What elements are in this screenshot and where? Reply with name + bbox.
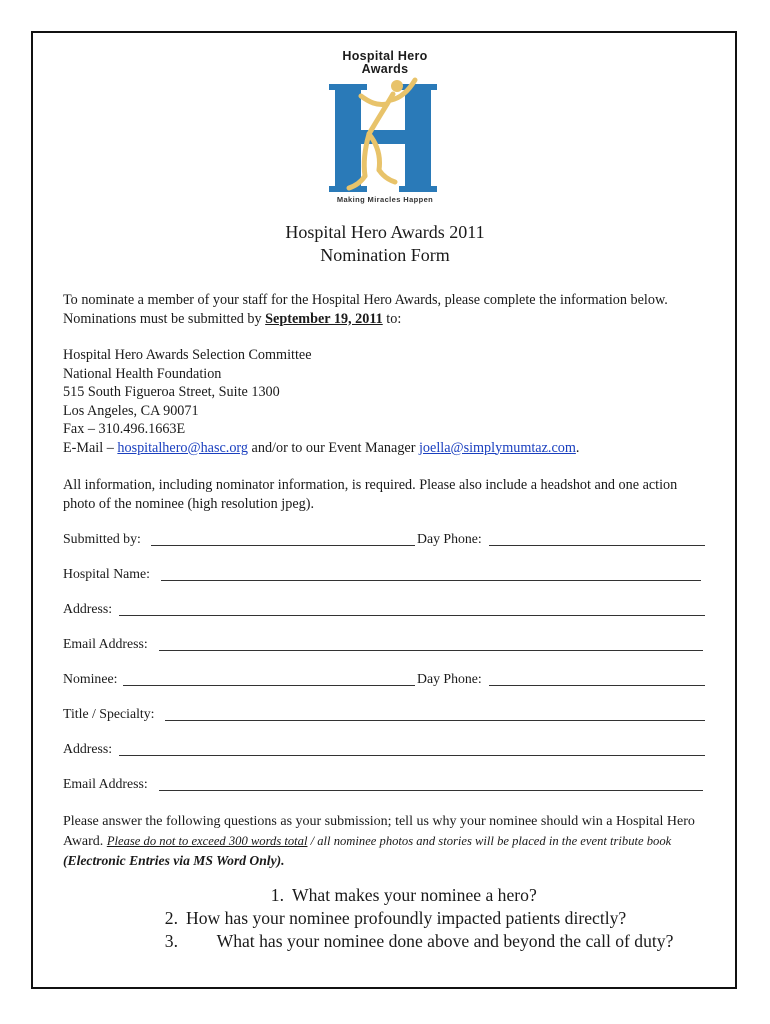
nominee-email-row (63, 775, 705, 795)
address-line-street: 515 South Figueroa Street, Suite 1300 (63, 384, 280, 400)
instructions-text: Please answer the following questions as your submission; tell us why your nominee should win a Hospital Hero Award. (63, 814, 695, 849)
hospital-hero-logo (305, 46, 465, 210)
title-specialty-label: Title / Specialty: (63, 706, 155, 721)
nominee-address-row (63, 740, 705, 760)
hospital-name-field[interactable] (161, 580, 701, 581)
title-specialty-row (63, 705, 705, 725)
day-phone-field-2[interactable] (489, 685, 705, 686)
deadline-date: September 19, 2011 (265, 310, 383, 327)
question-item (150, 907, 720, 930)
questions-list (150, 884, 720, 953)
intro-text: To nominate a member of your staff for the Hospital Hero Awards, please complete the information below. Nominations must be submitted by (63, 292, 668, 327)
submitted-by-row (63, 530, 705, 550)
hospital-name-label: Hospital Name: (63, 566, 150, 581)
email-link-event-manager[interactable]: joella@simplymumtaz.com (418, 439, 576, 456)
nominee-label: Nominee: (63, 671, 118, 686)
electronic-entries-note: (Electronic Entries via MS Word Only). (63, 853, 285, 868)
requirement-paragraph: All information, including nominator information, is required. Please also include a headshot and one action photo of the nominee (high resolution jpeg). (63, 477, 678, 512)
mailing-address-block (63, 346, 713, 457)
title-specialty-field[interactable] (165, 720, 705, 721)
logo-title-line1: Hospital Hero (342, 49, 428, 63)
nominator-email-row (63, 635, 705, 655)
nominator-email-label: Email Address: (63, 636, 148, 651)
nominee-email-field[interactable] (159, 790, 703, 791)
intro-text-end: to: (382, 310, 402, 327)
address-line-city: Los Angeles, CA 90071 (63, 402, 199, 419)
day-phone-field-1[interactable] (489, 545, 705, 546)
question-item (150, 884, 720, 907)
email-prefix: E-Mail – (63, 439, 118, 456)
email-suffix: . (575, 439, 580, 456)
word-limit-note: Please do not to exceed 300 words total (106, 833, 308, 848)
nominee-row (63, 670, 705, 690)
intro-paragraph (63, 291, 713, 328)
tribute-book-note: / all nominee photos and stories will be placed in the event tribute book (307, 833, 672, 848)
question-number: 3. (164, 931, 178, 951)
instructions-paragraph (63, 812, 708, 872)
nominator-address-row (63, 600, 705, 620)
form-title: Hospital Hero Awards 2011 (285, 222, 485, 242)
email-link-hospitalhero[interactable]: hospitalhero@hasc.org (117, 439, 248, 456)
email-middle-text: and/or to our Event Manager (248, 439, 419, 456)
logo-tagline: Making Miracles Happen (336, 195, 434, 204)
nominee-address-label: Address: (63, 741, 113, 756)
address-line-committee: Hospital Hero Awards Selection Committee (63, 347, 312, 363)
email-line (63, 439, 713, 458)
question-item (150, 930, 720, 953)
nominee-email-label: Email Address: (63, 776, 148, 791)
nominator-address-field[interactable] (119, 615, 705, 616)
nominee-address-field[interactable] (119, 755, 705, 756)
nominee-field[interactable] (123, 685, 415, 686)
logo-title-line2: Awards (361, 62, 409, 76)
question-text: What makes your nominee a hero? (292, 885, 537, 905)
fax-line: Fax – 310.496.1663E (63, 421, 186, 437)
hospital-name-row (63, 565, 705, 585)
question-number: 2. (164, 908, 178, 928)
day-phone-label-1: Day Phone: (417, 531, 482, 546)
address-line-foundation: National Health Foundation (63, 365, 222, 382)
question-text: What has your nominee done above and beyond the call of duty? (216, 931, 674, 951)
submitted-by-label: Submitted by: (63, 531, 141, 546)
question-number: 1. (270, 885, 284, 905)
form-subtitle: Nomination Form (320, 245, 450, 265)
nominator-address-label: Address: (63, 601, 113, 616)
question-text: How has your nominee profoundly impacted patients directly? (186, 908, 627, 928)
day-phone-label-2: Day Phone: (417, 671, 482, 686)
hero-h-emblem-icon (319, 72, 451, 194)
nominator-email-field[interactable] (159, 650, 703, 651)
